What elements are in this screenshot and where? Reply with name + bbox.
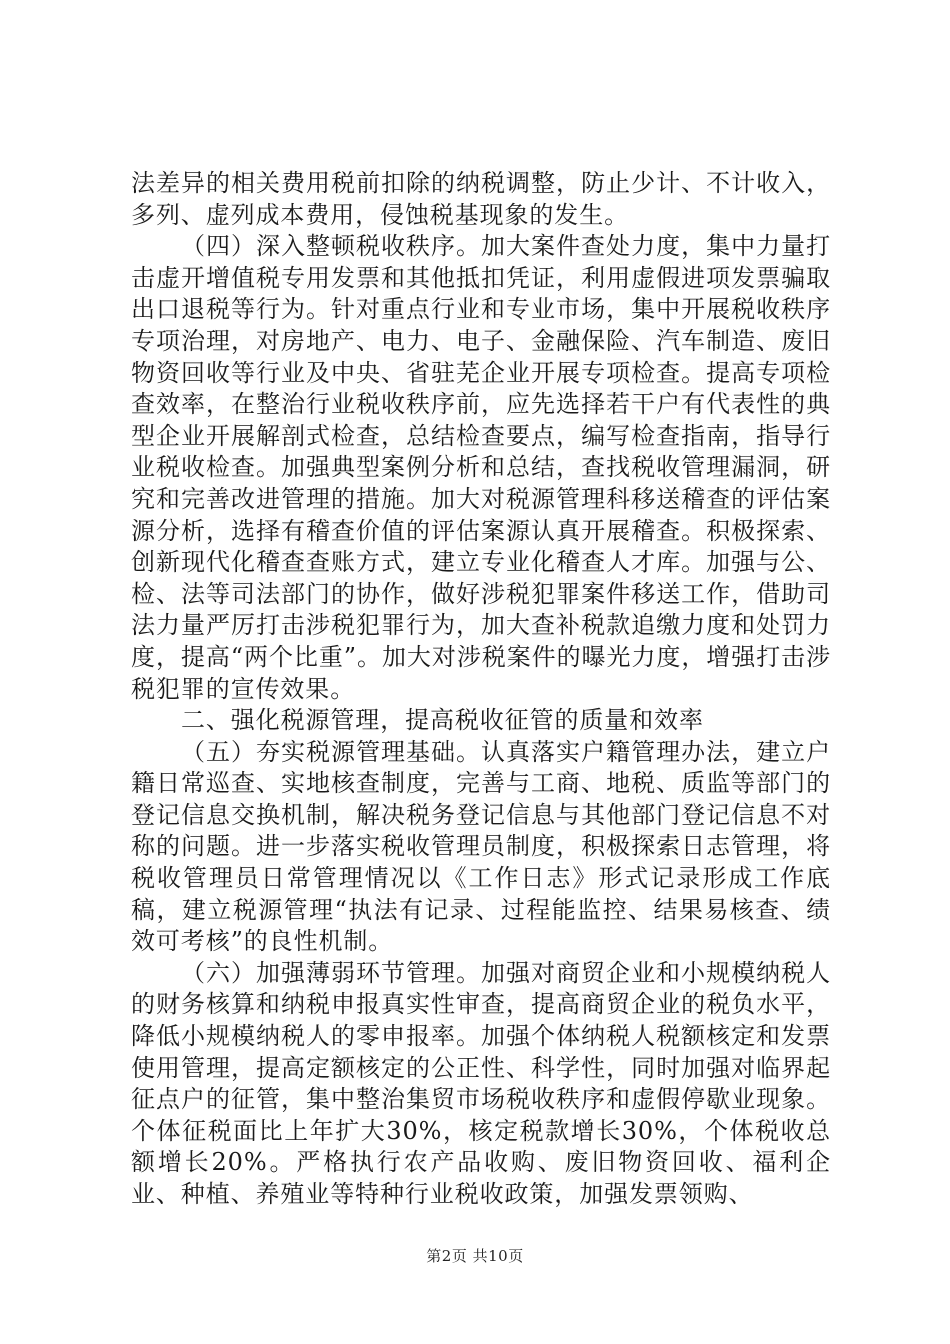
paragraph-section-6: （六）加强薄弱环节管理。加强对商贸企业和小规模纳税人的财务核算和纳税申报真实性审查，提高商贸企业的税负水平，降低小规模纳税人的零申报率。加强个体纳税人税额核定和发票使用管理，提高定额核定的公正性、科学性，同时加强对临界起征点户的征管，集中整治集贸市场税收秩序和虚假停歇业现象。个体征税面比上年扩大30%，核定税款增长30%，个体税收总额增长20%。严格执行农产品收购、废旧物资回收、福利企业、种植、养殖业等特种行业税收政策，加强发票领购、 bbox=[131, 958, 831, 1208]
paragraph-section-4: （四）深入整顿税收秩序。加大案件查处力度，集中力量打击虚开增值税专用发票和其他抵扣凭证，利用虚假进项发票骗取出口退税等行为。针对重点行业和专业市场，集中开展税收秩序专项治理，对房地产、电力、电子、金融保险、汽车制造、废旧物资回收等行业及中央、省驻芜企业开展专项检查。提高专项检查效率，在整治行业税收秩序前，应先选择若干户有代表性的典型企业开展解剖式检查，总结检查要点，编写检查指南，指导行业税收检查。加强典型案例分析和总结，查找税收管理漏洞，研究和完善改进管理的措施。加大对税源管理科移送稽查的评估案源分析，选择有稽查价值的评估案源认真开展稽查。积极探索、创新现代化稽查查账方式，建立专业化稽查人才库。加强与公、检、法等司法部门的协作，做好涉税犯罪案件移送工作，借助司法力量严厉打击涉税犯罪行为，加大查补税款追缴力度和处罚力度，提高“两个比重”。加大对涉税案件的曝光力度，增强打击涉税犯罪的宣传效果。 bbox=[131, 232, 831, 703]
paragraph-continuation: 法差异的相关费用税前扣除的纳税调整，防止少计、不计收入，多列、虚列成本费用，侵蚀税基现象的发生。 bbox=[131, 169, 831, 229]
page-footer: 第2页 共10页 bbox=[426, 1247, 524, 1265]
document-body bbox=[131, 168, 831, 1211]
paragraph-section-5: （五）夯实税源管理基础。认真落实户籍管理办法，建立户籍日常巡查、实地核查制度，完善与工商、地税、质监等部门的登记信息交换机制，解决税务登记信息与其他部门登记信息不对称的问题。进一步落实税收管理员制度，积极探索日志管理，将税收管理员日常管理情况以《工作日志》形式记录形成工作底稿，建立税源管理“执法有记录、过程能监控、结果易核查、绩效可考核”的良性机制。 bbox=[131, 737, 831, 956]
section-heading-2: 二、强化税源管理，提高税收征管的质量和效率 bbox=[181, 706, 704, 735]
